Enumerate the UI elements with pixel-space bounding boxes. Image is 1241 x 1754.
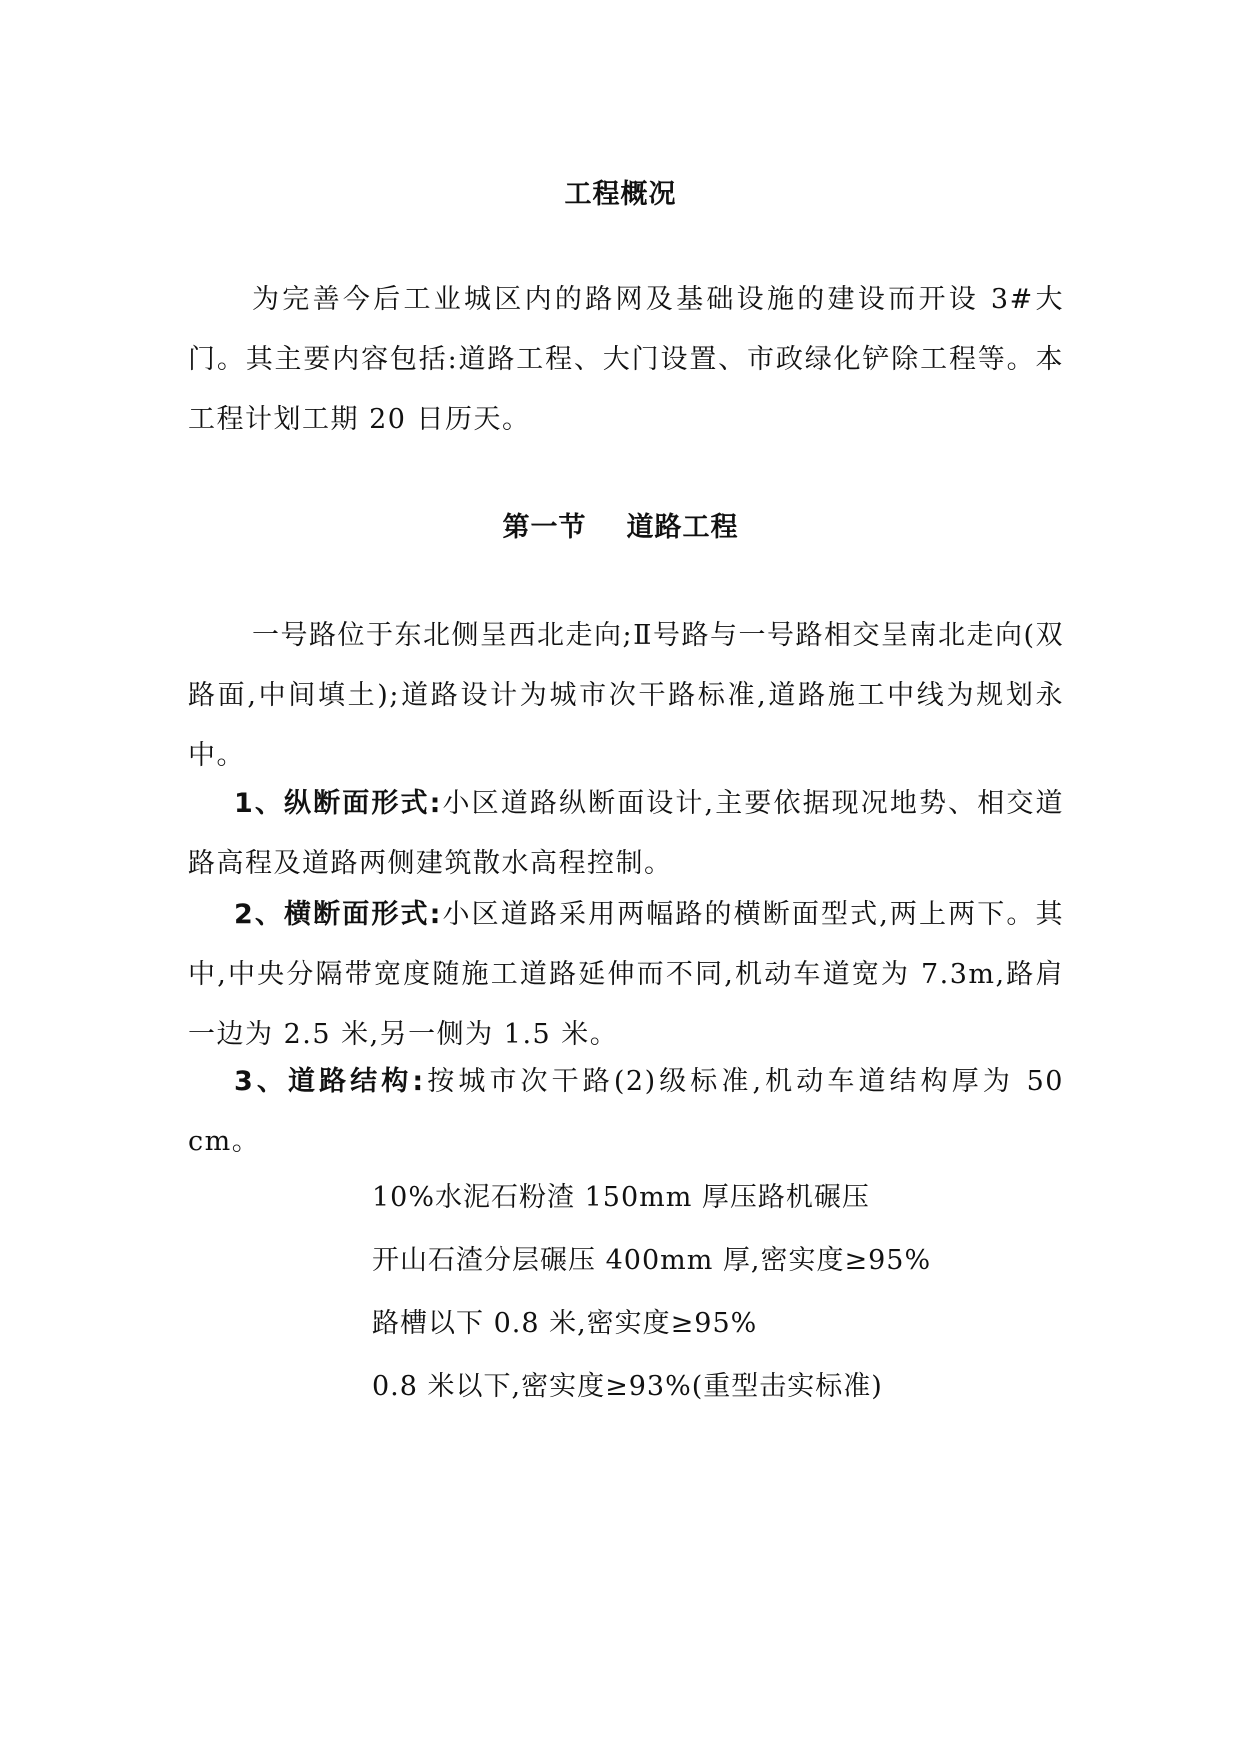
item-longitudinal-section [188, 774, 1064, 894]
structure-layer: 路槽以下 0.8 米,密实度≥95% [372, 1308, 758, 1339]
item-text: 按城市次干路(2)级标准,机动车道结构厚为 50 cm。 [188, 1066, 1064, 1157]
section-name: 道路工程 [626, 512, 739, 543]
structure-layer: 开山石渣分层碾压 400mm 厚,密实度≥95% [372, 1245, 932, 1276]
intro-paragraph: 为完善今后工业城区内的路网及基础设施的建设而开设 3#大门。其主要内容包括:道路工程、大门设置、市政绿化铲除工程等。本工程计划工期 20 日历天。 [188, 284, 1064, 435]
structure-layer: 10%水泥石粉渣 150mm 厚压路机碾压 [372, 1182, 870, 1213]
item-road-structure [188, 1052, 1064, 1172]
item-label: 1、纵断面形式: [234, 788, 442, 819]
section-heading [0, 505, 1241, 544]
road-overview-paragraph: 一号路位于东北侧呈西北走向;Ⅱ号路与一号路相交呈南北走向(双路面,中间填土);道路设计为城市次干路标准,道路施工中线为规划永中。 [188, 620, 1064, 771]
item-text: 小区道路采用两幅路的横断面型式,两上两下。其中,中央分隔带宽度随施工道路延伸而不同,机动车道宽为 7.3m,路肩一边为 2.5 米,另一侧为 1.5 米。 [188, 899, 1064, 1050]
item-label: 3、道路结构: [234, 1066, 425, 1097]
section-number: 第一节 [502, 512, 587, 543]
item-cross-section [188, 885, 1064, 1065]
item-text: 小区道路纵断面设计,主要依据现况地势、相交道路高程及道路两侧建筑散水高程控制。 [188, 788, 1064, 879]
item-label: 2、横断面形式: [234, 899, 442, 930]
structure-layer: 0.8 米以下,密实度≥93%(重型击实标准) [372, 1371, 883, 1402]
structure-layer-list [372, 1166, 1072, 1418]
page-title: 工程概况 [564, 179, 677, 210]
